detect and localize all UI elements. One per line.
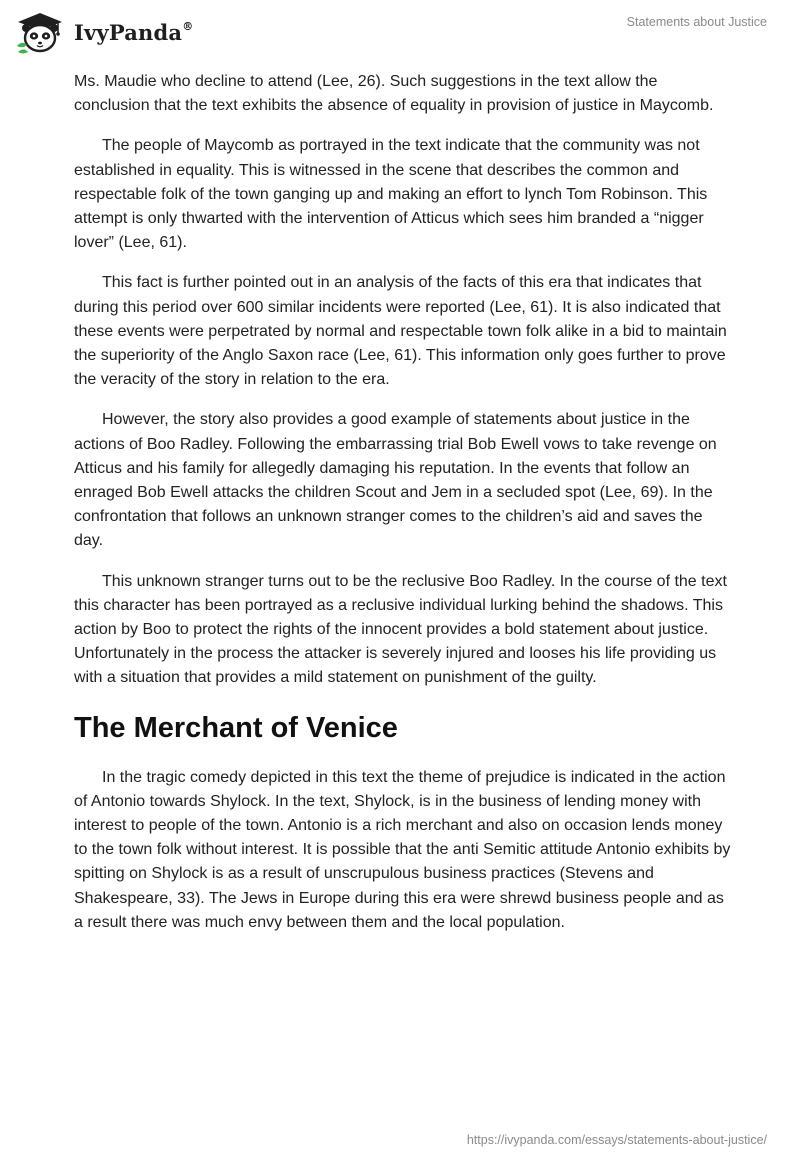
page-header (0, 0, 800, 62)
ivypanda-logo[interactable] (14, 8, 193, 56)
paragraph: In the tragic comedy depicted in this text the theme of prejudice is indicated in the action of Antonio towards Shylock. In the text, Shylock, is in the business of lending money with interest to people of the town. Antonio is a rich merchant and also on occasion lends money to the town folk without interest. It is possible that the anti Semitic attitude Antonio exhibits by spitting on Shylock is as a result of unscrupulous business practices (Stevens and Shakespeare, 33). The Jews in Europe during this era were shrewd business people and as a result there was much envy between them and the local population. (74, 768, 731, 931)
brand-name: IvyPanda® (74, 19, 194, 45)
document-title: Statements about Justice (626, 15, 767, 29)
source-url[interactable]: https://ivypanda.com/essays/statements-about-justice/ (466, 1133, 767, 1147)
paragraph: However, the story also provides a good example of statements about justice in the actions of Boo Radley. Following the embarrassing trial Bob Ewell vows to take revenge on Atticus and his family for allegedly damaging his reputation. In the events that follow an enraged Bob Ewell attacks the children Scout and Jem in a secluded spot (Lee, 69). In the confrontation that follows an unknown stranger comes to the children’s aid and saves the day. (74, 411, 717, 550)
trademark-mark: ® (182, 19, 194, 33)
paragraph: Ms. Maudie who decline to attend (Lee, 26). Such suggestions in the text allow the conclusion that the text exhibits the absence of equality in provision of justice in Maycomb. (74, 73, 714, 115)
section-heading: The Merchant of Venice (74, 711, 398, 744)
panda-graduate-icon (14, 9, 66, 55)
paragraph: This fact is further pointed out in an analysis of the facts of this era that indicates that during this period over 600 similar incidents were reported (Lee, 61). It is also indicated that these events were perpetrated by normal and respectable town folk alike in a bid to maintain the superiority of the Anglo Saxon race (Lee, 61). This information only goes further to prove the veracity of the story in relation to the era. (74, 274, 727, 389)
paragraph: This unknown stranger turns out to be the reclusive Boo Radley. In the course of the text this character has been portrayed as a reclusive individual lurking behind the shadows. This action by Boo to protect the rights of the innocent provides a bold statement about justice. Unfortunately in the process the attacker is severely injured and looses his life providing us with a situation that provides a mild statement on punishment of the guilty. (74, 572, 727, 687)
paragraph: The people of Maycomb as portrayed in the text indicate that the community was not established in equality. This is witnessed in the scene that describes the common and respectable folk of the town ganging up and making an effort to lynch Tom Robinson. This attempt is only thwarted with the intervention of Atticus which sees him branded a “nigger lover” (Lee, 61). (74, 137, 708, 252)
article-body (74, 70, 736, 951)
